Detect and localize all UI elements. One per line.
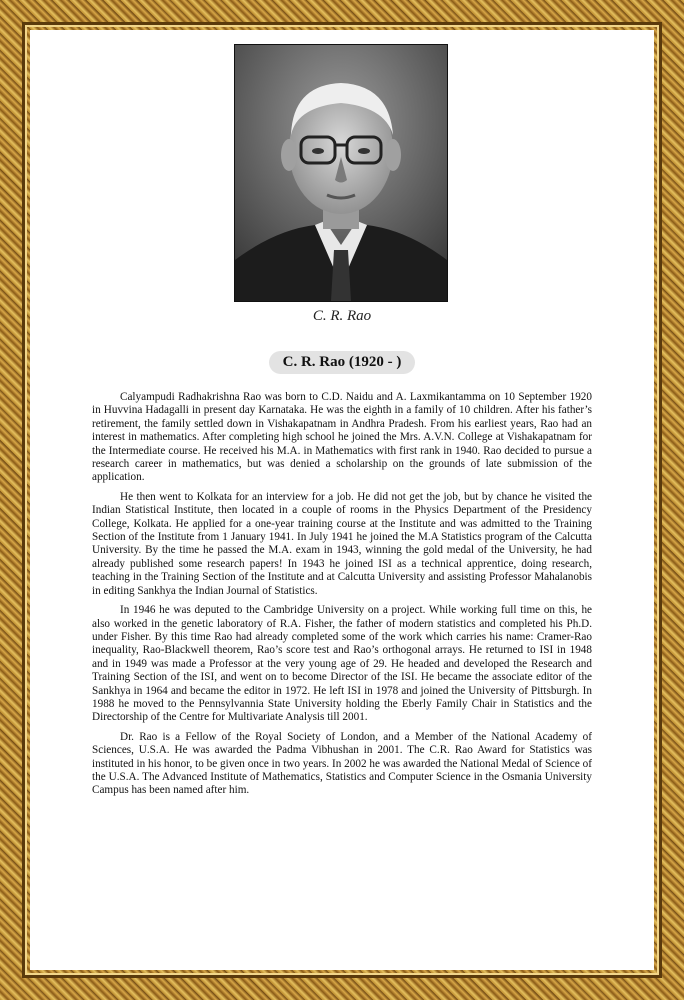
paragraph: He then went to Kolkata for an interview for a job. He did not get the job, but by chance he visited the Indian Statistical Institute, then located in a couple of rooms in the Physics Department of the Presidency College, Kolkata. He applied for a one-year training course at the Institute and was admitted to the Training Section of the Institute from 1 January 1941. In July 1941 he joined the M.A Statistics program of the Calcutta University. By the time he passed the M.A. exam in 1943, winning the gold medal of the University, he had already published some research papers! In 1943 he joined ISI as a technical apprentice, doing research, teaching in the Training Section of the Institute and at Calcutta University and assisting Professor Mahalanobis in editing Sankhya the Indian Journal of Statistics. [92,490,592,597]
biography-text [92,391,592,804]
paragraph: In 1946 he was deputed to the Cambridge University on a project. While working full time on this, he also worked in the genetic laboratory of R.A. Fisher, the father of modern statistics and completed his Ph.D. under Fisher. By this time Rao had already completed some of the work which carries his name: Cramer-Rao inequality, Rao-Blackwell theorem, Rao’s score test and Rao’s orthogonal arrays. He returned to ISI in 1948 and in 1949 was made a Professor at the very young age of 29. He headed and developed the Research and Training Section of the ISI, and went on to become Director of the ISI. He became the associate editor of the Sankhya in 1964 and became the editor in 1972. He left ISI in 1978 and joined the University of Pittsburgh. In 1988 he moved to the Pennsylvannia State University holding the Eberly Family Chair in Statistics and the Directorship of the Centre for Multivariate Analysis till 2001. [92,604,592,724]
portrait-photo [234,44,448,302]
photo-caption: C. R. Rao [312,308,372,324]
page-title: C. R. Rao (1920 - ) [269,351,416,374]
paragraph: Calyampudi Radhakrishna Rao was born to C.D. Naidu and A. Laxmikantamma on 10 September 1920 in Huvvina Hadagalli in present day Karnataka. He was the eighth in a family of 10 children. After his father’s retirement, the family settled down in Vishakapatnam in Andhra Pradesh. From his earliest years, Rao had an interest in mathematics. After completing high school he joined the Mrs. A.V.N. College at Vishakapatnam for the Intermediate course. He received his M.A. in Mathematics with first rank in 1940. Rao decided to pursue a research career in mathematics, but was denied a scholarship on the grounds of late submission of the application. [92,391,592,484]
document-page [30,30,654,970]
paragraph: Dr. Rao is a Fellow of the Royal Society of London, and a Member of the National Academy of Sciences, U.S.A. He was awarded the Padma Vibhushan in 2001. The C.R. Rao Award for Statistics was instituted in his honor, to be given once in two years. In 2002 he was awarded the National Medal of Science of the U.S.A. The Advanced Institute of Mathematics, Statistics and Computer Science in the Osmania University Campus has been named after him. [92,730,592,797]
